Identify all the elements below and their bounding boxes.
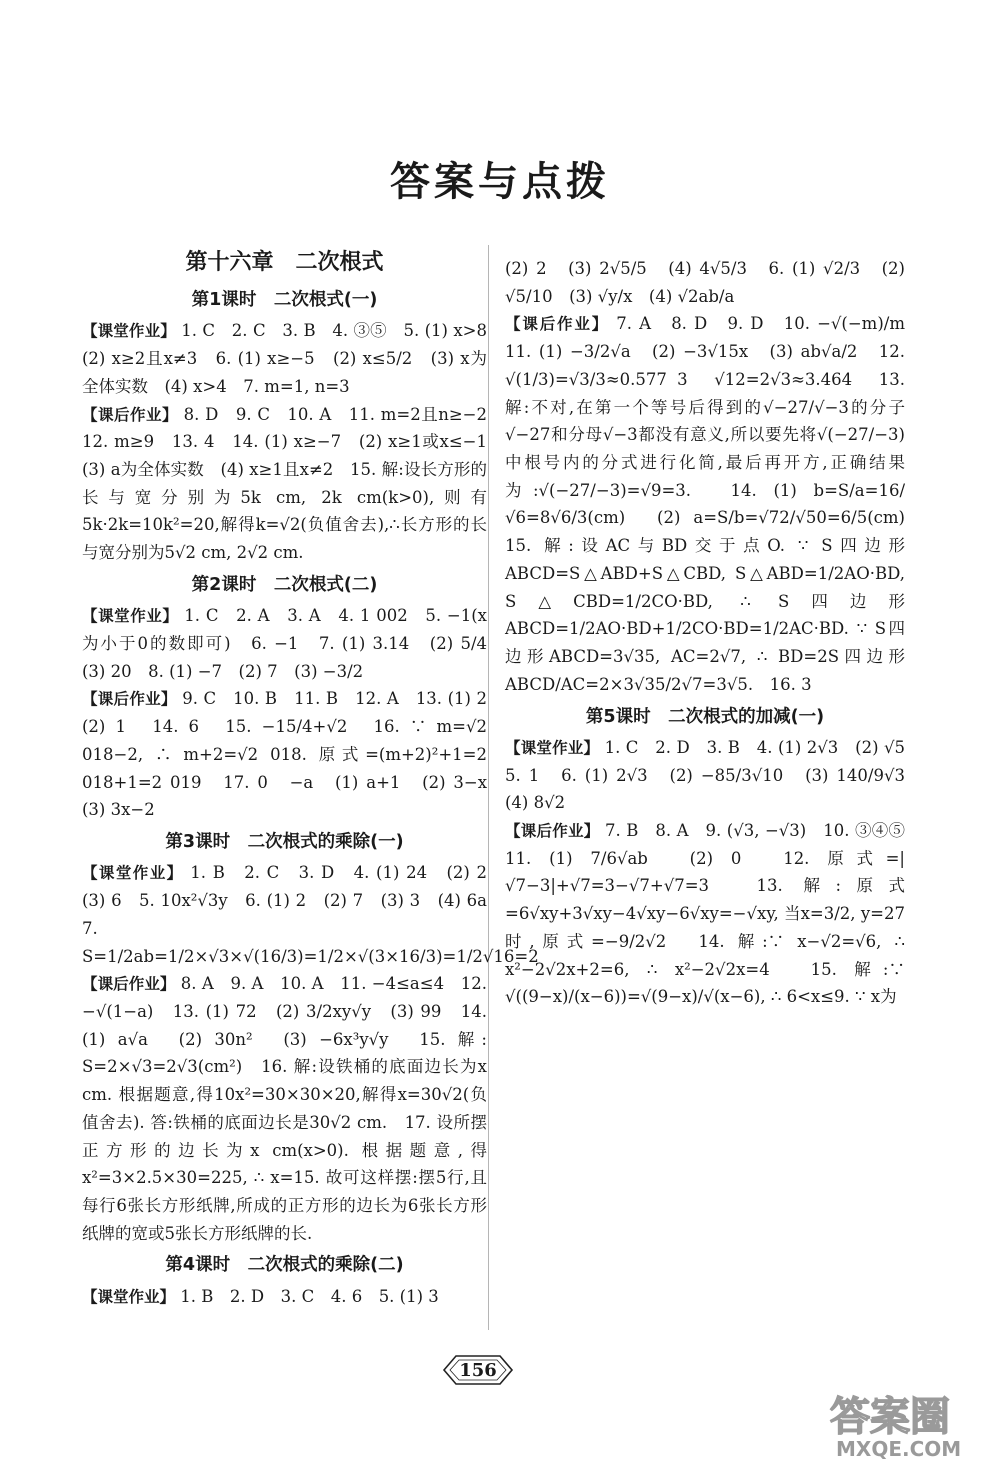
answer-paragraph xyxy=(82,401,504,567)
answer-text: 7. A 8. D 9. D 10. −√(−m)/m 11. (1) −3/2√a (2) −3√15x (3) ab√a/2 12. √(1/3)=√3/3≈0.577 3 √12=2√3≈3.464 13. 解:不对,在第一个等号后得到的√−27/√−3的分子√−27和分母√−3都没有意义,所以要先将√(−27/−3)中根号内的分式进行化简,最后再开方,正确结果为:√(−27/−3)=√9=3. 14. (1) b=S/a=16/√6=8√6/3(cm) (2) a=S/b=√72/√50=6/5(cm) 15. 解:设AC与BD交于点O. ∵ S四边形ABCD=S△ABD+S△CBD, S△ABD=1/2AO·BD, S△CBD=1/2CO·BD, ∴ S四边形ABCD=1/2AO·BD+1/2CO·BD=1/2AC·BD. ∵ S四边形ABCD=3√35, AC=2√7, ∴ BD=2S四边形ABCD/AC=2×3√35/2√7=3√5. 16. 3 xyxy=(505,314,922,694)
lesson-heading: 第5课时 二次根式的加减(一) xyxy=(585,706,825,727)
answer-text: 9. C 10. B 11. B 12. A 13. (1) 2 (2) 1 14. 6 15. −15/4+√2 16. ∵ m=√2 018−2, ∴ m+2=√2 018. 原式=(m+2)²+1=2 018+1=2 019 17. 0 −a (1) a+1 (2) 3−x (3) 3x−2 xyxy=(82,689,504,820)
answer-paragraph xyxy=(505,734,922,817)
section-tag: 【课堂作业】 xyxy=(82,322,176,341)
section-tag: 【课堂作业】 xyxy=(82,1287,176,1306)
watermark-text-main: 答案圈 xyxy=(830,1394,950,1440)
lesson-heading: 第2课时 二次根式(二) xyxy=(191,574,378,595)
answer-text: 1. C 2. D 3. B 4. (1) 2√3 (2) √5 5. 1 6. (1) 2√3 (2) −85/3√10 (3) 140/9√3 (4) 8√2 xyxy=(505,737,922,813)
watermark-logo xyxy=(822,1384,992,1462)
section-tag: 【课后作业】 xyxy=(82,975,176,994)
page-number xyxy=(442,1352,514,1388)
answer-paragraph xyxy=(505,310,922,698)
section-tag: 【课堂作业】 xyxy=(82,864,184,883)
answer-text: 1. C 2. C 3. B 4. ③⑤ 5. (1) x>8 (2) x≥2且x≠3 6. (1) x≥−5 (2) x≤5/2 (3) x为全体实数 (4) x>4 7. m=1, n=3 xyxy=(82,321,504,396)
answer-text: (2) 2 (3) 2√5/5 (4) 4√5/3 6. (1) √2/3 (2) √5/10 (3) √y/x (4) √2ab/a xyxy=(505,259,905,306)
answer-text: 1. B 2. D 3. C 4. 6 5. (1) 3 xyxy=(175,1286,439,1306)
left-column xyxy=(82,245,539,1311)
answer-text: 8. D 9. C 10. A 11. m=2且n≥−2 12. m≥9 13. 4 14. (1) x≥−7 (2) x≥1或x≤−1 (3) a为全体实数 (4) x≥1且x≠2 15. 解:设长方形的长与宽分别为5k cm, 2k cm(k>0),则有5k·2k=10k²=20,解得k=√2(负值舍去),∴长方形的长与宽分别为5√2 cm, 2√2 cm. xyxy=(82,404,504,563)
watermark-icon xyxy=(822,1384,992,1462)
answer-text: 1. C 2. A 3. A 4. 1 002 5. −1(x为小于0的数即可) 6. −1 7. (1) 3.14 (2) 5/4 (3) 20 8. (1) −7 (2) 7 (3) −3/2 xyxy=(82,606,504,681)
page-number-text: 156 xyxy=(459,1359,497,1381)
lesson-heading: 第1课时 二次根式(一) xyxy=(191,289,378,310)
lesson-heading: 第3课时 二次根式的乘除(一) xyxy=(165,831,404,852)
answer-text: 8. A 9. A 10. A 11. −4≤a≤4 12. −√(1−a) 13. (1) 72 (2) 3/2xy√y (3) 99 14. (1) a√a (2) 30n² (3) −6x³y√y 15. 解: S=2×√3=2√3(cm²) 16. 解:设铁桶的底面边长为x cm. 根据题意,得10x²=30×30×20,解得x=30√2(负值舍去). 答:铁桶的底面边长是30√2 cm. 17. 设所摆正方形的边长为x cm(x>0). 根据题意,得x²=3×2.5×30=225, ∴ x=15. 故可这样摆:摆5行,且每行6张长方形纸牌,所成的正方形的边长为6张长方形纸牌的宽或5张长方形纸牌的长. xyxy=(82,974,487,1243)
answer-paragraph xyxy=(82,317,504,400)
answer-paragraph xyxy=(82,685,504,824)
answer-paragraph xyxy=(505,255,905,310)
answer-paragraph xyxy=(82,970,487,1247)
section-tag: 【课后作业】 xyxy=(505,822,600,841)
lesson-heading: 第4课时 二次根式的乘除(二) xyxy=(165,1255,404,1276)
answer-paragraph xyxy=(505,817,922,1011)
section-tag: 【课后作业】 xyxy=(82,405,178,424)
section-tag: 【课堂作业】 xyxy=(505,738,600,757)
chapter-heading: 第十六章 二次根式 xyxy=(185,250,384,275)
section-tag: 【课后作业】 xyxy=(505,315,610,334)
answer-paragraph xyxy=(82,602,504,685)
answer-text: 7. B 8. A 9. (√3, −√3) 10. ③④⑤ 11. (1) 7/6√ab (2) 0 12. 原式=|√7−3|+√7=3−√7+√7=3 13. 解:原式=6√xy+3√xy−4√xy−6√xy=−√xy, 当x=3/2, y=27时,原式=−9/2√2 14. 解:∵ x−√2=√6, ∴ x²−2√2x+2=6, ∴ x²−2√2x=4 15. 解:∵ √((9−x)/(x−6))=√(9−x)/√(x−6), ∴ 6<x≤9. ∵ x为 xyxy=(505,821,922,1007)
answer-text: 1. B 2. C 3. D 4. (1) 24 (2) 2 (3) 6 5. 10x²√3y 6. (1) 2 (2) 7 (3) 3 (4) 6a 7. S=1/2ab=1/2×√3×√(16/3)=1/2×√(3×16/3)=1/2√16=2 xyxy=(82,863,539,966)
section-tag: 【课堂作业】 xyxy=(82,607,179,626)
page-title: 答案与点拨 xyxy=(390,159,610,205)
right-column xyxy=(505,255,922,1011)
answer-paragraph xyxy=(82,1283,487,1311)
watermark-text-url: MXQE.COM xyxy=(836,1437,962,1461)
section-tag: 【课后作业】 xyxy=(82,690,177,709)
answer-paragraph xyxy=(82,859,539,970)
